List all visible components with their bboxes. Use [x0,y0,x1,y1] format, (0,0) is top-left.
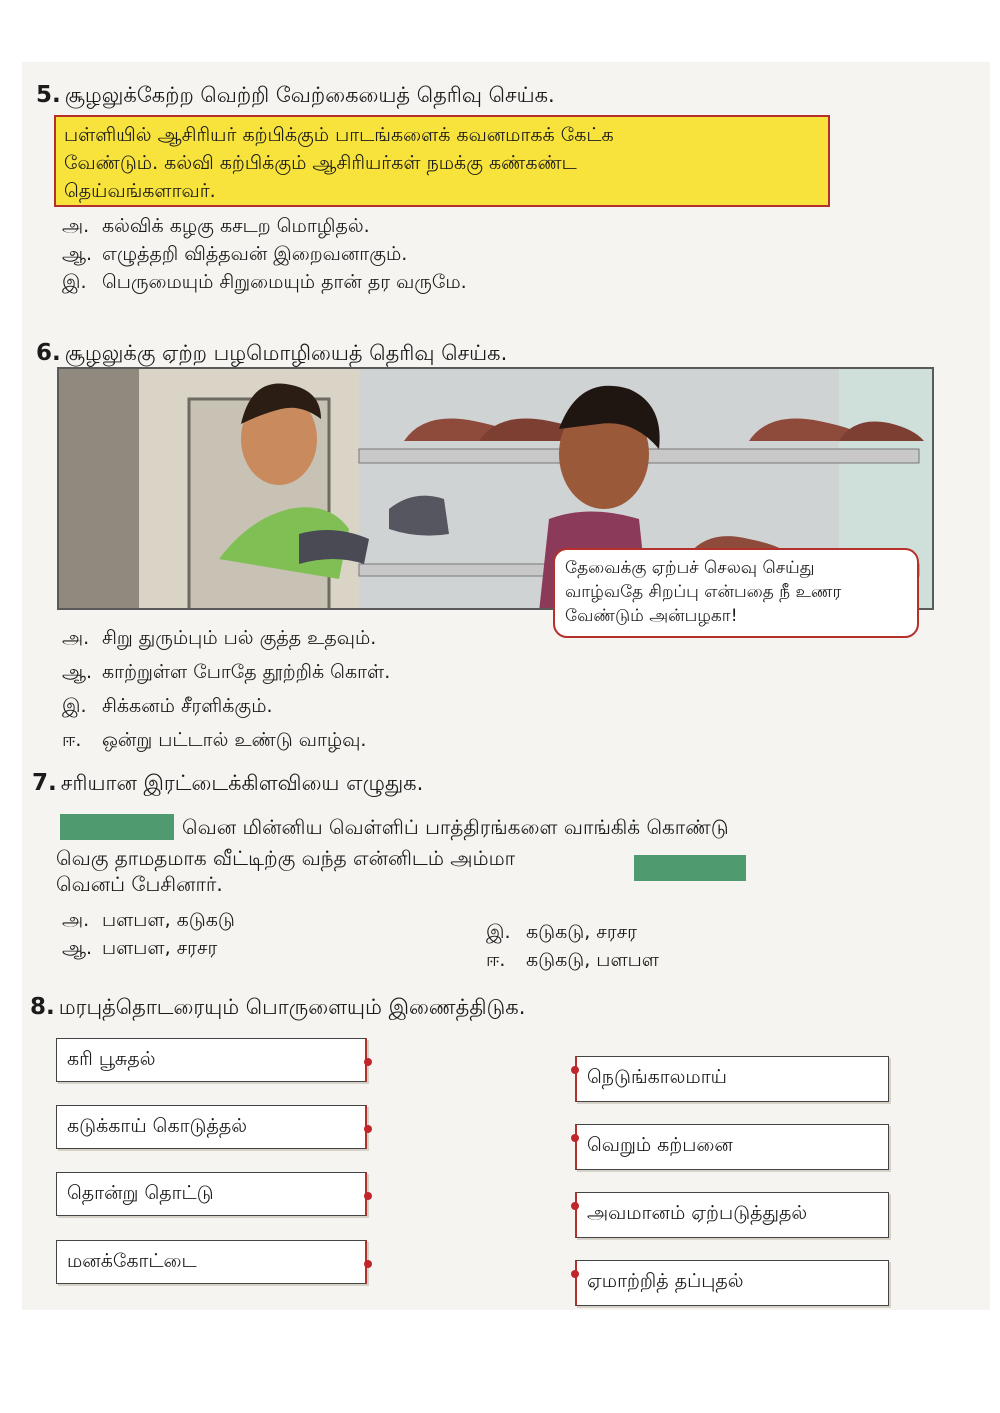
q6-title [36,340,507,366]
idiom-box-4[interactable]: மனக்கோட்டை [56,1240,367,1284]
q7-sentence-line-1: வென மின்னிய வெள்ளிப் பாத்திரங்களை வாங்கிக் கொண்டு [182,815,729,839]
q5-title [36,82,555,108]
q6-number: 6. [36,340,61,366]
right-connector-dot[interactable] [571,1066,579,1074]
q7-option-ii[interactable]: ஈ. கடுகடு, பளபள [486,949,659,971]
q5-option-i[interactable]: இ. பெருமையும் சிறுமையும் தான் தர வருமே. [62,271,467,293]
idiom-box-2[interactable]: கடுக்காய் கொடுத்தல் [56,1105,367,1149]
meaning-box-3[interactable]: அவமானம் ஏற்படுத்துதல் [575,1192,889,1238]
q5-passage-line: பள்ளியில் ஆசிரியர் கற்பிக்கும் பாடங்களைக் கவனமாகக் கேட்க [64,124,614,146]
q7-number: 7. [32,770,57,796]
bubble-line: தேவைக்கு ஏற்பச் செலவு செய்து [565,558,815,578]
q7-option-aa[interactable]: ஆ. பளபள, சரசர [62,937,218,959]
left-connector-dot[interactable] [364,1260,372,1268]
q6-option-i[interactable]: இ. சிக்கனம் சீரளிக்கும். [62,695,273,717]
q6-question: சூழலுக்கு ஏற்ற பழமொழியைத் தெரிவு செய்க. [64,341,508,365]
q5-option-a[interactable]: அ. கல்விக் கழகு கசடற மொழிதல். [62,215,370,237]
q5-number: 5. [36,82,61,108]
q7-question: சரியான இரட்டைக்கிளவியை எழுதுக. [60,771,424,795]
right-connector-dot[interactable] [571,1202,579,1210]
q5-passage [54,115,830,207]
blank-2[interactable] [634,855,746,881]
idiom-box-1[interactable]: கரி பூசுதல் [56,1038,367,1082]
q7-option-i[interactable]: இ. கடுகடு, சரசர [486,921,637,943]
idiom-box-3[interactable]: தொன்று தொட்டு [56,1172,367,1216]
bubble-line: வாழ்வதே சிறப்பு என்பதை நீ உணர [565,582,842,602]
q6-option-a[interactable]: அ. சிறு துரும்பும் பல் குத்த உதவும். [62,627,377,649]
q6-option-ii[interactable]: ஈ. ஒன்று பட்டால் உண்டு வாழ்வு. [62,729,367,751]
q8-number: 8. [30,994,55,1020]
q5-passage-line: வேண்டும். கல்வி கற்பிக்கும் ஆசிரியர்கள் நமக்கு கண்கண்ட [64,152,577,174]
left-connector-dot[interactable] [364,1058,372,1066]
meaning-box-4[interactable]: ஏமாற்றித் தப்புதல் [575,1260,889,1306]
q5-passage-line: தெய்வங்களாவர். [64,180,216,202]
right-connector-dot[interactable] [571,1134,579,1142]
q5-option-aa[interactable]: ஆ. எழுத்தறி வித்தவன் இறைவனாகும். [62,243,408,265]
right-connector-dot[interactable] [571,1270,579,1278]
left-connector-dot[interactable] [364,1192,372,1200]
q7-title [32,770,423,796]
q8-question: மரபுத்தொடரையும் பொருளையும் இணைத்திடுக. [58,995,526,1019]
q5-question: சூழலுக்கேற்ற வெற்றி வேற்கையைத் தெரிவு செய்க. [64,83,555,107]
q6-option-aa[interactable]: ஆ. காற்றுள்ள போதே தூற்றிக் கொள். [62,661,391,683]
left-connector-dot[interactable] [364,1125,372,1133]
speech-bubble [553,548,919,638]
meaning-box-1[interactable]: நெடுங்காலமாய் [575,1056,889,1102]
meaning-box-2[interactable]: வெறும் கற்பனை [575,1124,889,1170]
q8-title [30,994,525,1020]
q7-sentence-line-3: வெனப் பேசினார். [56,872,223,896]
q7-option-a[interactable]: அ. பளபள, கடுகடு [62,909,235,931]
blank-1[interactable] [60,814,174,840]
q7-sentence-line-2: வெகு தாமதமாக வீட்டிற்கு வந்த என்னிடம் அம்மா [56,846,516,870]
bubble-line: வேண்டும் அன்பழகா! [565,606,738,626]
